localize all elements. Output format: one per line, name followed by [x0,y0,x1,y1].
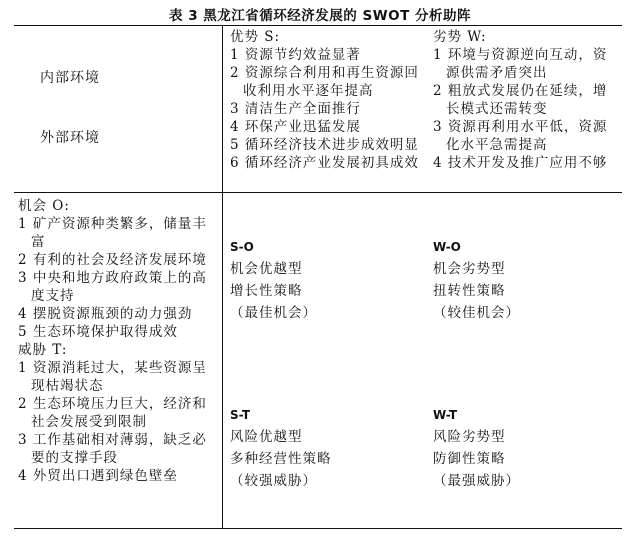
opportunity-item-cont: 度支持 [31,288,75,304]
so-strategy-cell [230,236,317,324]
threat-item-cont: 要的支撑手段 [31,450,118,466]
weakness-item-cont: 化水平急需提高 [446,137,548,153]
threat-item-cont: 社会发展受到限制 [31,414,147,430]
strategy-line: 增长性策略 [230,283,303,299]
strategy-line: （最佳机会） [230,305,317,321]
column-divider [222,25,223,528]
threat-item: 3 工作基础相对薄弱，缺乏必 [18,432,207,448]
opportunities-title: 机会 O: [18,198,70,214]
strength-item: 1 资源节约效益显著 [230,47,361,63]
top-rule [14,25,622,26]
weaknesses-title: 劣势 W: [433,29,487,45]
st-code: S-T [230,408,251,422]
opportunity-item: 2 有利的社会及经济发展环境 [18,252,207,268]
threat-item-cont: 现枯竭状态 [31,378,104,394]
internal-environment-label: 内部环境 [40,70,100,86]
wo-code: W-O [433,240,461,254]
weaknesses-cell [433,28,607,172]
strength-item: 5 循环经济技术进步成效明显 [230,137,419,153]
weakness-item-cont: 源供需矛盾突出 [446,65,548,81]
threats-title: 威胁 T: [18,342,68,358]
middle-rule [14,192,622,193]
strategy-line: 扭转性策略 [433,283,506,299]
external-environment-label: 外部环境 [40,130,100,146]
opportunities-cell [18,197,207,485]
opportunity-item: 5 生态环境保护取得成效 [18,324,178,340]
opportunity-item: 1 矿产资源种类繁多，储量丰 [18,216,207,232]
weakness-item: 4 技术开发及推广应用不够 [433,155,608,171]
threat-item: 4 外贸出口遇到绿色壁垒 [18,468,178,484]
strength-item: 3 清洁生产全面推行 [230,101,361,117]
st-strategy-cell [230,404,332,492]
strategy-line: 防御性策略 [433,451,506,467]
wt-strategy-cell [433,404,520,492]
opportunity-item: 4 摆脱资源瓶颈的动力强劲 [18,306,193,322]
opportunity-item-cont: 富 [31,234,46,250]
weakness-item-cont: 长模式还需转变 [446,101,548,117]
strengths-cell [230,28,419,172]
threat-item: 2 生态环境压力巨大，经济和 [18,396,207,412]
strategy-line: 风险劣势型 [433,429,506,445]
strategy-line: （最强威胁） [433,473,520,489]
strategy-line: 机会优越型 [230,261,303,277]
wt-code: W-T [433,408,458,422]
strengths-title: 优势 S: [230,29,281,45]
strategy-line: （较佳机会） [433,305,520,321]
strength-item-cont: 收利用水平逐年提高 [243,83,374,99]
wo-strategy-cell [433,236,520,324]
strength-item: 4 环保产业迅猛发展 [230,119,361,135]
strength-item: 6 循环经济产业发展初具成效 [230,155,419,171]
table-caption: 表 3 黑龙江省循环经济发展的 SWOT 分析助阵 [169,8,471,24]
weakness-item: 2 粗放式发展仍在延续，增 [433,83,608,99]
weakness-item: 1 环境与资源逆向互动，资 [433,47,608,63]
strategy-line: 风险优越型 [230,429,303,445]
bottom-rule [14,528,622,529]
opportunity-item: 3 中央和地方政府政策上的高 [18,270,207,286]
so-code: S-O [230,240,254,254]
strategy-line: 多种经营性策略 [230,451,332,467]
strategy-line: 机会劣势型 [433,261,506,277]
threat-item: 1 资源消耗过大，某些资源呈 [18,360,207,376]
weakness-item: 3 资源再利用水平低，资源 [433,119,608,135]
strategy-line: （较强威胁） [230,473,317,489]
strength-item: 2 资源综合利用和再生资源回 [230,65,419,81]
